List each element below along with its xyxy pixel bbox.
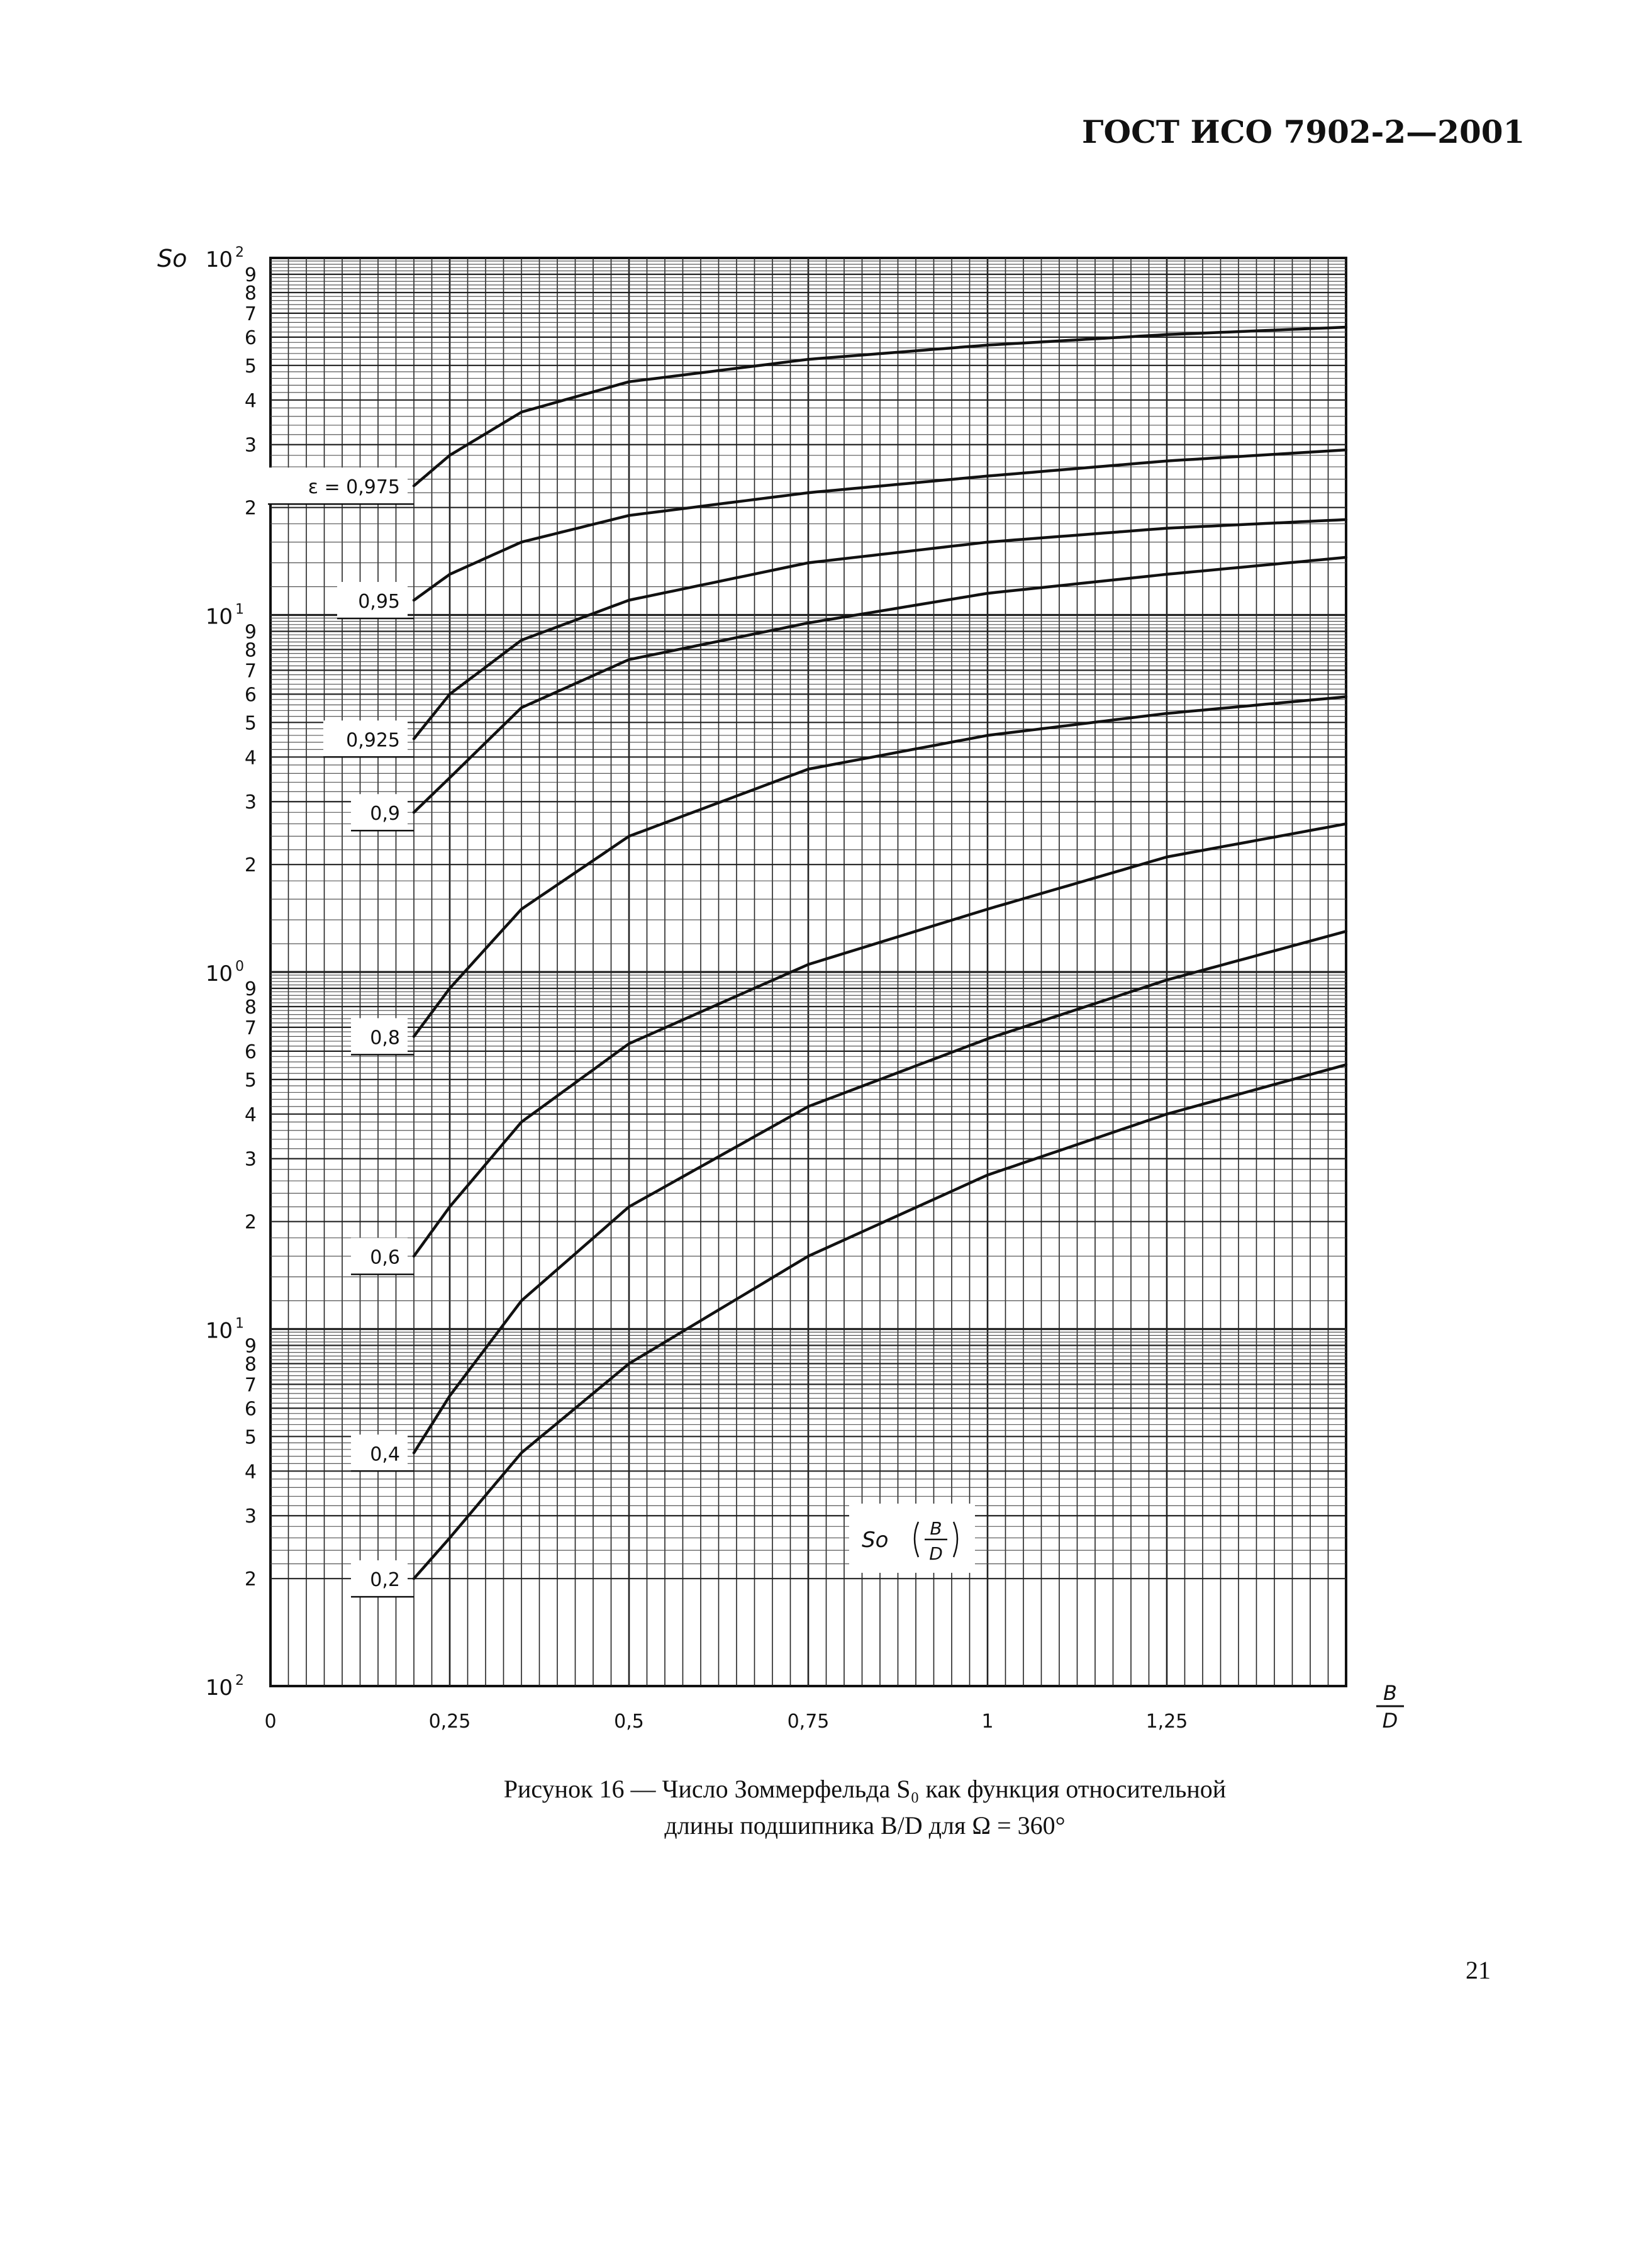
page-number: 21 — [1466, 1956, 1491, 1984]
curve-label: ε = 0,975 — [308, 476, 400, 499]
y-tick-minor: 9 — [244, 978, 257, 1000]
curve-label: 0,9 — [370, 803, 400, 825]
y-tick-minor: 3 — [244, 1505, 257, 1528]
y-tick-minor: 2 — [244, 1568, 257, 1591]
y-tick-minor: 8 — [244, 1353, 257, 1376]
y-tick-exponent: 2 — [235, 1673, 244, 1689]
y-tick-decade: 10 — [205, 604, 233, 630]
y-tick-minor: 4 — [244, 1103, 257, 1126]
y-tick-decade: 10 — [205, 1675, 233, 1701]
y-tick-minor: 6 — [244, 684, 257, 707]
y-tick-minor: 5 — [244, 712, 257, 735]
y-tick-minor: 5 — [244, 1426, 257, 1449]
x-tick-label: 1,25 — [1145, 1711, 1188, 1733]
y-tick-decade: 10 — [205, 1318, 233, 1344]
y-tick-decade: 10 — [205, 247, 233, 272]
y-tick-minor: 6 — [244, 327, 257, 349]
y-axis-tick-labels — [206, 245, 257, 1701]
x-axis-unit-numerator: B — [1383, 1681, 1397, 1705]
y-tick-minor: 5 — [244, 1069, 257, 1092]
document-header: ГОСТ ИСО 7902-2—2001 — [1082, 113, 1525, 150]
y-tick-minor: 3 — [244, 1148, 257, 1171]
y-tick-minor: 8 — [244, 996, 257, 1019]
y-tick-exponent: 0 — [235, 959, 244, 975]
y-tick-exponent: 2 — [235, 245, 244, 260]
curve-label: 0,6 — [370, 1246, 400, 1269]
y-tick-exponent: 1 — [235, 601, 244, 618]
y-tick-minor: 9 — [244, 621, 257, 644]
x-tick-label: 0,5 — [614, 1711, 644, 1733]
y-tick-minor: 3 — [244, 434, 257, 457]
x-tick-label: 0,25 — [428, 1711, 471, 1733]
x-tick-label: 0,75 — [787, 1711, 830, 1733]
curve-label: 0,925 — [346, 729, 400, 752]
chart-curve-labels — [268, 467, 414, 1597]
inset-label-numerator: B — [930, 1518, 942, 1539]
x-axis-tick-labels — [264, 1711, 1188, 1733]
curve-label: 0,95 — [358, 591, 400, 613]
y-tick-minor: 6 — [244, 1041, 257, 1063]
y-tick-decade: 10 — [205, 961, 233, 986]
y-tick-minor: 7 — [244, 1017, 257, 1039]
figure-caption — [440, 1771, 1289, 1844]
x-tick-label: 1 — [981, 1711, 994, 1733]
y-tick-minor: 4 — [244, 747, 257, 769]
curve-label: 0,8 — [370, 1027, 400, 1049]
inset-label-symbol: So — [862, 1528, 889, 1553]
y-tick-exponent: 1 — [235, 1316, 244, 1332]
y-tick-minor: 9 — [244, 1335, 257, 1358]
inset-label-denominator: D — [929, 1543, 943, 1564]
curve-label: 0,2 — [370, 1569, 400, 1592]
y-tick-minor: 2 — [244, 1211, 257, 1234]
y-tick-minor: 7 — [244, 303, 257, 325]
y-axis-symbol: So — [157, 245, 187, 272]
y-tick-minor: 4 — [244, 1461, 257, 1483]
x-tick-label: 0 — [264, 1711, 277, 1733]
y-tick-minor: 6 — [244, 1398, 257, 1421]
curve-label: 0,4 — [370, 1443, 400, 1466]
y-tick-minor: 8 — [244, 282, 257, 304]
y-tick-minor: 7 — [244, 1374, 257, 1397]
x-axis-unit-denominator: D — [1382, 1709, 1398, 1733]
y-tick-minor: 4 — [244, 389, 257, 412]
y-tick-minor: 8 — [244, 639, 257, 662]
y-tick-minor: 7 — [244, 660, 257, 683]
y-tick-minor: 5 — [244, 355, 257, 377]
caption-line-1: Рисунок 16 — Число Зоммерфельда S₀ как функция относительной — [503, 1775, 1227, 1803]
y-tick-minor: 2 — [244, 497, 257, 520]
y-tick-minor: 2 — [244, 854, 257, 877]
y-tick-minor: 9 — [244, 264, 257, 286]
y-tick-minor: 3 — [244, 791, 257, 814]
caption-line-2: длины подшипника B/D для Ω = 360° — [664, 1811, 1066, 1840]
